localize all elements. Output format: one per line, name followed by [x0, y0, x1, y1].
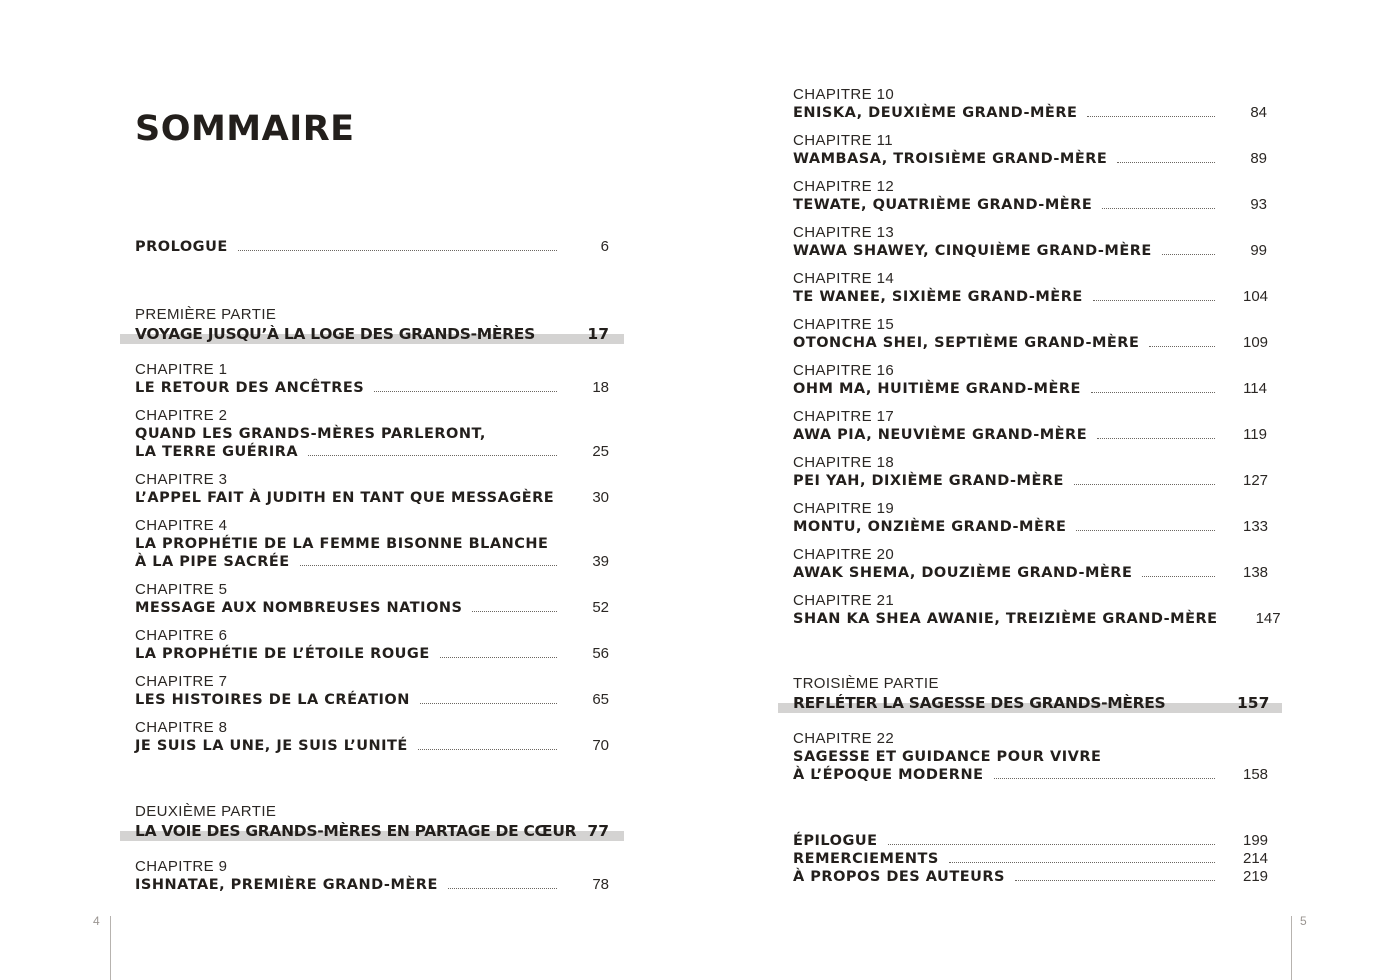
page-number: 104 — [1243, 288, 1269, 305]
toc-entry-chapter-6 — [135, 627, 609, 663]
entry-title: À PROPOS DES AUTEURS — [793, 869, 1005, 885]
entry-title-line-1: QUAND LES GRANDS-MÈRES PARLERONT, — [135, 426, 486, 442]
toc-entry-chapter-17 — [793, 408, 1267, 444]
chapter-label: CHAPITRE 5 — [135, 581, 228, 598]
dot-leader — [994, 766, 1216, 779]
page-number: 158 — [1243, 766, 1269, 783]
chapter-label: CHAPITRE 2 — [135, 407, 228, 424]
chapter-label: CHAPITRE 11 — [793, 132, 893, 149]
dot-leader — [888, 832, 1215, 845]
entry-title: ISHNATAE, PREMIÈRE GRAND-MÈRE — [135, 877, 438, 893]
dot-leader — [1091, 380, 1215, 393]
dot-leader — [418, 737, 557, 750]
dot-leader — [949, 850, 1215, 863]
entry-title: PEI YAH, DIXIÈME GRAND-MÈRE — [793, 473, 1064, 489]
toc-part-3 — [793, 675, 1270, 713]
part-label: PREMIÈRE PARTIE — [135, 306, 277, 323]
chapter-label: CHAPITRE 20 — [793, 546, 895, 563]
toc-entry-chapter-18 — [793, 454, 1267, 490]
page-edge-line — [110, 916, 111, 980]
chapter-label: CHAPITRE 17 — [793, 408, 895, 425]
page-number: 30 — [592, 489, 609, 506]
page-number: 114 — [1243, 380, 1267, 397]
entry-title: REMERCIEMENTS — [793, 851, 939, 867]
toc-entry-chapter-20 — [793, 546, 1267, 582]
page-number: 6 — [600, 238, 609, 255]
entry-title: OTONCHA SHEI, SEPTIÈME GRAND-MÈRE — [793, 335, 1140, 351]
dot-leader — [420, 691, 557, 704]
entry-title: L’APPEL FAIT À JUDITH EN TANT QUE MESSAGÈRE — [135, 490, 555, 506]
dot-leader — [472, 599, 557, 612]
dot-leader — [308, 443, 557, 456]
page-number: 52 — [592, 599, 609, 616]
toc-entry-chapter-4 — [135, 517, 609, 571]
chapter-label: CHAPITRE 1 — [135, 361, 228, 378]
toc-entry-chapter-12 — [793, 178, 1267, 214]
part-page-number: 157 — [1237, 694, 1270, 712]
toc-entry-chapter-5 — [135, 581, 609, 617]
entry-title: AWAK SHEMA, DOUZIÈME GRAND-MÈRE — [793, 565, 1133, 581]
part-label: DEUXIÈME PARTIE — [135, 803, 277, 820]
toc-entry-chapter-11 — [793, 132, 1267, 168]
toc-entry-chapter-2 — [135, 407, 609, 461]
toc-entry-acknowledgements — [793, 850, 1267, 868]
page-number: 219 — [1243, 868, 1269, 885]
chapter-label: CHAPITRE 21 — [793, 592, 895, 609]
chapter-label: CHAPITRE 10 — [793, 86, 895, 103]
dot-leader — [1093, 288, 1215, 301]
dot-leader — [1142, 564, 1215, 577]
toc-entry-chapter-16 — [793, 362, 1267, 398]
chapter-label: CHAPITRE 13 — [793, 224, 895, 241]
dot-leader — [1162, 242, 1215, 255]
page-number: 84 — [1250, 104, 1267, 121]
toc-left-column — [135, 238, 609, 894]
dot-leader — [1087, 104, 1215, 117]
chapter-label: CHAPITRE 18 — [793, 454, 895, 471]
right-page — [700, 0, 1400, 980]
dot-leader — [1097, 426, 1215, 439]
toc-right-column — [793, 86, 1281, 886]
page-number: 214 — [1243, 850, 1269, 867]
page-number: 78 — [592, 876, 609, 893]
part-title: REFLÉTER LA SAGESSE DES GRANDS-MÈRES — [793, 694, 1166, 712]
chapter-label: CHAPITRE 6 — [135, 627, 228, 644]
page-number: 56 — [592, 645, 609, 662]
dot-leader — [440, 645, 557, 658]
entry-title: MONTU, ONZIÈME GRAND-MÈRE — [793, 519, 1067, 535]
page-number: 138 — [1243, 564, 1269, 581]
entry-title: PROLOGUE — [135, 239, 228, 255]
page-number: 147 — [1255, 610, 1281, 627]
toc-entry-about-authors — [793, 868, 1267, 886]
chapter-label: CHAPITRE 9 — [135, 858, 228, 875]
dot-leader — [300, 553, 557, 566]
chapter-label: CHAPITRE 19 — [793, 500, 895, 517]
chapter-label: CHAPITRE 7 — [135, 673, 228, 690]
entry-title: OHM MA, HUITIÈME GRAND-MÈRE — [793, 381, 1081, 397]
page-number: 109 — [1243, 334, 1269, 351]
dot-leader — [1102, 196, 1215, 209]
toc-entry-chapter-9 — [135, 858, 609, 894]
entry-title: ÉPILOGUE — [793, 833, 878, 849]
entry-title: JE SUIS LA UNE, JE SUIS L’UNITÉ — [135, 738, 408, 754]
chapter-label: CHAPITRE 16 — [793, 362, 895, 379]
entry-title: MESSAGE AUX NOMBREUSES NATIONS — [135, 600, 463, 616]
page-title: SOMMAIRE — [135, 109, 355, 149]
page-number: 199 — [1243, 832, 1269, 849]
part-title: LA VOIE DES GRANDS-MÈRES EN PARTAGE DE CŒUR — [135, 822, 577, 840]
entry-title: À L’ÉPOQUE MODERNE — [793, 767, 984, 783]
dot-leader — [1074, 472, 1215, 485]
chapter-label: CHAPITRE 8 — [135, 719, 228, 736]
entry-title-line-1: SAGESSE ET GUIDANCE POUR VIVRE — [793, 749, 1102, 765]
toc-entry-chapter-7 — [135, 673, 609, 709]
toc-entry-chapter-13 — [793, 224, 1267, 260]
toc-entry-chapter-3 — [135, 471, 609, 507]
dot-leader — [1117, 150, 1215, 163]
page-number: 70 — [592, 737, 609, 754]
entry-title: WAMBASA, TROISIÈME GRAND-MÈRE — [793, 151, 1108, 167]
chapter-label: CHAPITRE 14 — [793, 270, 895, 287]
dot-leader — [1076, 518, 1215, 531]
page-number: 99 — [1250, 242, 1267, 259]
toc-entry-chapter-15 — [793, 316, 1267, 352]
entry-title: LA TERRE GUÉRIRA — [135, 444, 299, 460]
entry-title: LE RETOUR DES ANCÊTRES — [135, 380, 365, 396]
entry-title: AWA PIA, NEUVIÈME GRAND-MÈRE — [793, 427, 1088, 443]
part-page-number: 77 — [587, 822, 609, 840]
toc-entry-chapter-14 — [793, 270, 1267, 306]
part-page-number: 17 — [587, 325, 609, 343]
chapter-label: CHAPITRE 22 — [793, 730, 895, 747]
chapter-label: CHAPITRE 15 — [793, 316, 895, 333]
page-number: 133 — [1243, 518, 1269, 535]
toc-part-2 — [135, 803, 609, 841]
page-number: 93 — [1250, 196, 1267, 213]
entry-title: ENISKA, DEUXIÈME GRAND-MÈRE — [793, 105, 1078, 121]
dot-leader — [374, 379, 557, 392]
toc-entry-epilogue — [793, 832, 1267, 850]
toc-entry-chapter-19 — [793, 500, 1267, 536]
folio-number: 4 — [93, 914, 100, 928]
page-number: 18 — [592, 379, 609, 396]
part-title: VOYAGE JUSQU’À LA LOGE DES GRANDS-MÈRES — [135, 325, 535, 343]
page-number: 89 — [1250, 150, 1267, 167]
dot-leader — [1015, 868, 1215, 881]
entry-title: TE WANEE, SIXIÈME GRAND-MÈRE — [793, 289, 1083, 305]
toc-entry-chapter-1 — [135, 361, 609, 397]
folio-number: 5 — [1300, 914, 1307, 928]
part-label: TROISIÈME PARTIE — [793, 675, 939, 692]
page-number: 39 — [592, 553, 609, 570]
entry-title: À LA PIPE SACRÉE — [135, 554, 290, 570]
toc-entry-chapter-8 — [135, 719, 609, 755]
entry-title: LA PROPHÉTIE DE L’ÉTOILE ROUGE — [135, 646, 430, 662]
entry-title: LES HISTOIRES DE LA CRÉATION — [135, 692, 410, 708]
toc-entry-chapter-21 — [793, 592, 1281, 628]
entry-title-line-1: LA PROPHÉTIE DE LA FEMME BISONNE BLANCHE — [135, 536, 549, 552]
toc-entry-chapter-10 — [793, 86, 1267, 122]
page-number: 65 — [592, 691, 609, 708]
page-number: 127 — [1243, 472, 1269, 489]
chapter-label: CHAPITRE 12 — [793, 178, 895, 195]
entry-title: SHAN KA SHEA AWANIE, TREIZIÈME GRAND-MÈRE — [793, 611, 1218, 627]
dot-leader — [1149, 334, 1215, 347]
entry-title: WAWA SHAWEY, CINQUIÈME GRAND-MÈRE — [793, 243, 1152, 259]
toc-part-1 — [135, 306, 609, 344]
page-edge-line — [1291, 916, 1292, 980]
page-number: 119 — [1243, 426, 1267, 443]
chapter-label: CHAPITRE 4 — [135, 517, 228, 534]
chapter-label: CHAPITRE 3 — [135, 471, 228, 488]
page-number: 25 — [592, 443, 609, 460]
dot-leader — [238, 238, 557, 251]
toc-entry-chapter-22 — [793, 730, 1267, 784]
dot-leader — [448, 876, 557, 889]
entry-title: TEWATE, QUATRIÈME GRAND-MÈRE — [793, 197, 1093, 213]
toc-entry-prologue — [135, 238, 609, 256]
